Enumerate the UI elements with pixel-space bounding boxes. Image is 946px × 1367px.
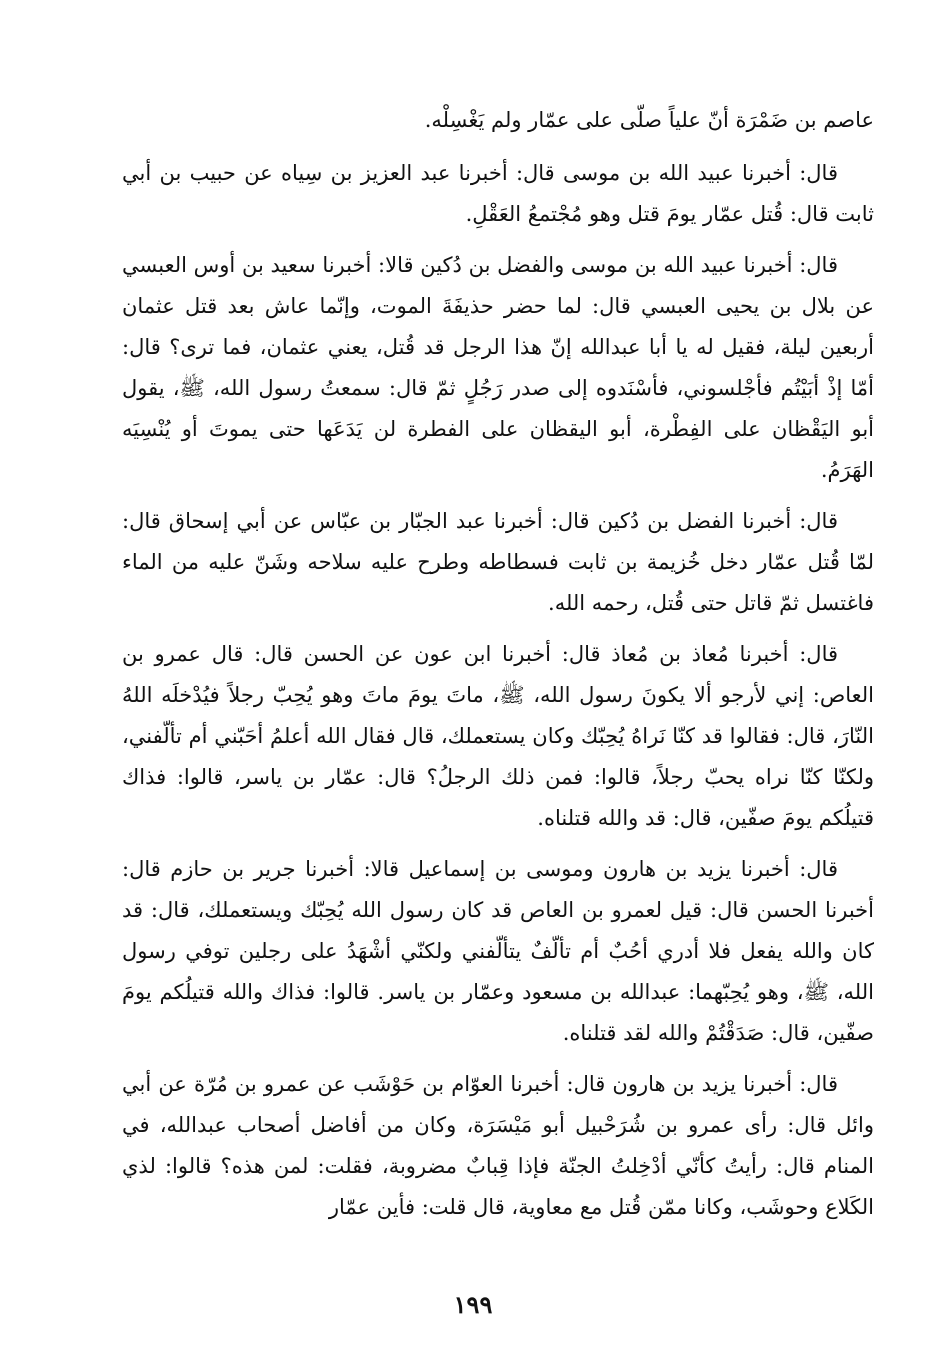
paragraph-hadith-2: قال: أخبرنا عبيد الله بن موسى والفضل بن دُكين قالا: أخبرنا سعيد بن أوس العبسي عن بلال بن يحيى العبسي قال: لما حضر حذيفَةَ الموت، وإنّما عاش بعد قتل عثمان أربعين ليلة، فقيل له يا أبا عبدالله إنّ هذا الرجل قد قُتل، يعني عثمان، فما ترى؟ قال: أمّا إذْ أبَيْتُم فأجْلسوني، فأسْنَدوه إلى صدر رَجُلٍ ثمّ قال: سمعتُ رسول الله، ﷺ، يقول أبو اليَقْظان على الفِطْرة، أبو اليقظان على الفطرة لن يَدَعَها حتى يموتَ أو يُنْسِيَه الهَرَمُ. <box>122 253 874 482</box>
paragraph-hadith-1: قال: أخبرنا عبيد الله بن موسى قال: أخبرنا عبد العزيز بن سِياه عن حبيب بن أبي ثابت قال: قُتل عمّار يومَ قتل وهو مُجْتمعُ العَقْلِ. <box>122 161 874 226</box>
paragraph-hadith-5: قال: أخبرنا يزيد بن هارون وموسى بن إسماعيل قالا: أخبرنا جرير بن حازم قال: أخبرنا الحسن قال: قيل لعمرو بن العاص قد كان رسول الله يُحِبّك ويستعملك، قال: قد كان والله يفعل فلا أدري أحُبٌ أم تألّفٌ يتألّفني ولكنّي أشْهَدُ على رجلين توفي رسول الله، ﷺ، وهو يُحِبّهما: عبدالله بن مسعود وعمّار بن ياسر. قالوا: فذاك والله قتيلُكم يومَ صفّين، قال: صَدَقْتُمْ والله لقد قتلناه. <box>122 857 874 1045</box>
paragraph-hadith-3: قال: أخبرنا الفضل بن دُكين قال: أخبرنا عبد الجبّار بن عبّاس عن أبي إسحاق قال: لمّا قُتل عمّار دخل خُزيمة بن ثابت فسطاطه وطرح عليه سلاحه وشَنّ عليه من الماء فاغتسل ثمّ قاتل حتى قُتل، رحمه الله. <box>122 509 874 615</box>
page-number: ١٩٩ <box>453 1290 493 1319</box>
paragraph-continuation: عاصم بن ضَمْرَة أنّ علياً صلّى على عمّار ولم يَغْسِلْه. <box>424 108 874 132</box>
paragraph-hadith-4: قال: أخبرنا مُعاذ بن مُعاذ قال: أخبرنا ابن عون عن الحسن قال: قال عمرو بن العاص: إني لأرجو ألا يكونَ رسول الله، ﷺ، ماتَ يومَ ماتَ وهو يُحِبّ رجلاً فيُدْخلَه اللهُ النّارَ، قال: فقالوا قد كنّا نَراهُ يُحِبّك وكان يستعملك، قال فقال الله أعلمُ أحَبّني أم تألّفني، ولكنّا كنّا نراه يحبّ رجلاً، قالوا: فمن ذلك الرجلُ؟ قال: عمّار بن ياسر، قالوا: فذاك قتيلُكم يومَ صفّين، قال: قد والله قتلناه. <box>122 642 874 830</box>
paragraph-hadith-6: قال: أخبرنا يزيد بن هارون قال: أخبرنا العوّام بن حَوْشَب عن عمرو بن مُرّة عن أبي وائل قال: رأى عمرو بن شُرَحْبيل أبو مَيْسَرَة، وكان من أفاضل أصحاب عبدالله، في المنام قال: رأيتُ كأنّي أدْخِلتُ الجنّة فإذا قِبابٌ مضروبة، فقلت: لمن هذه؟ قالوا: لذي الكَلاع وحوشَب، وكانا ممّن قُتل مع معاوية، قال قلت: فأين عمّار <box>122 1072 874 1219</box>
page-body <box>122 100 874 1238</box>
